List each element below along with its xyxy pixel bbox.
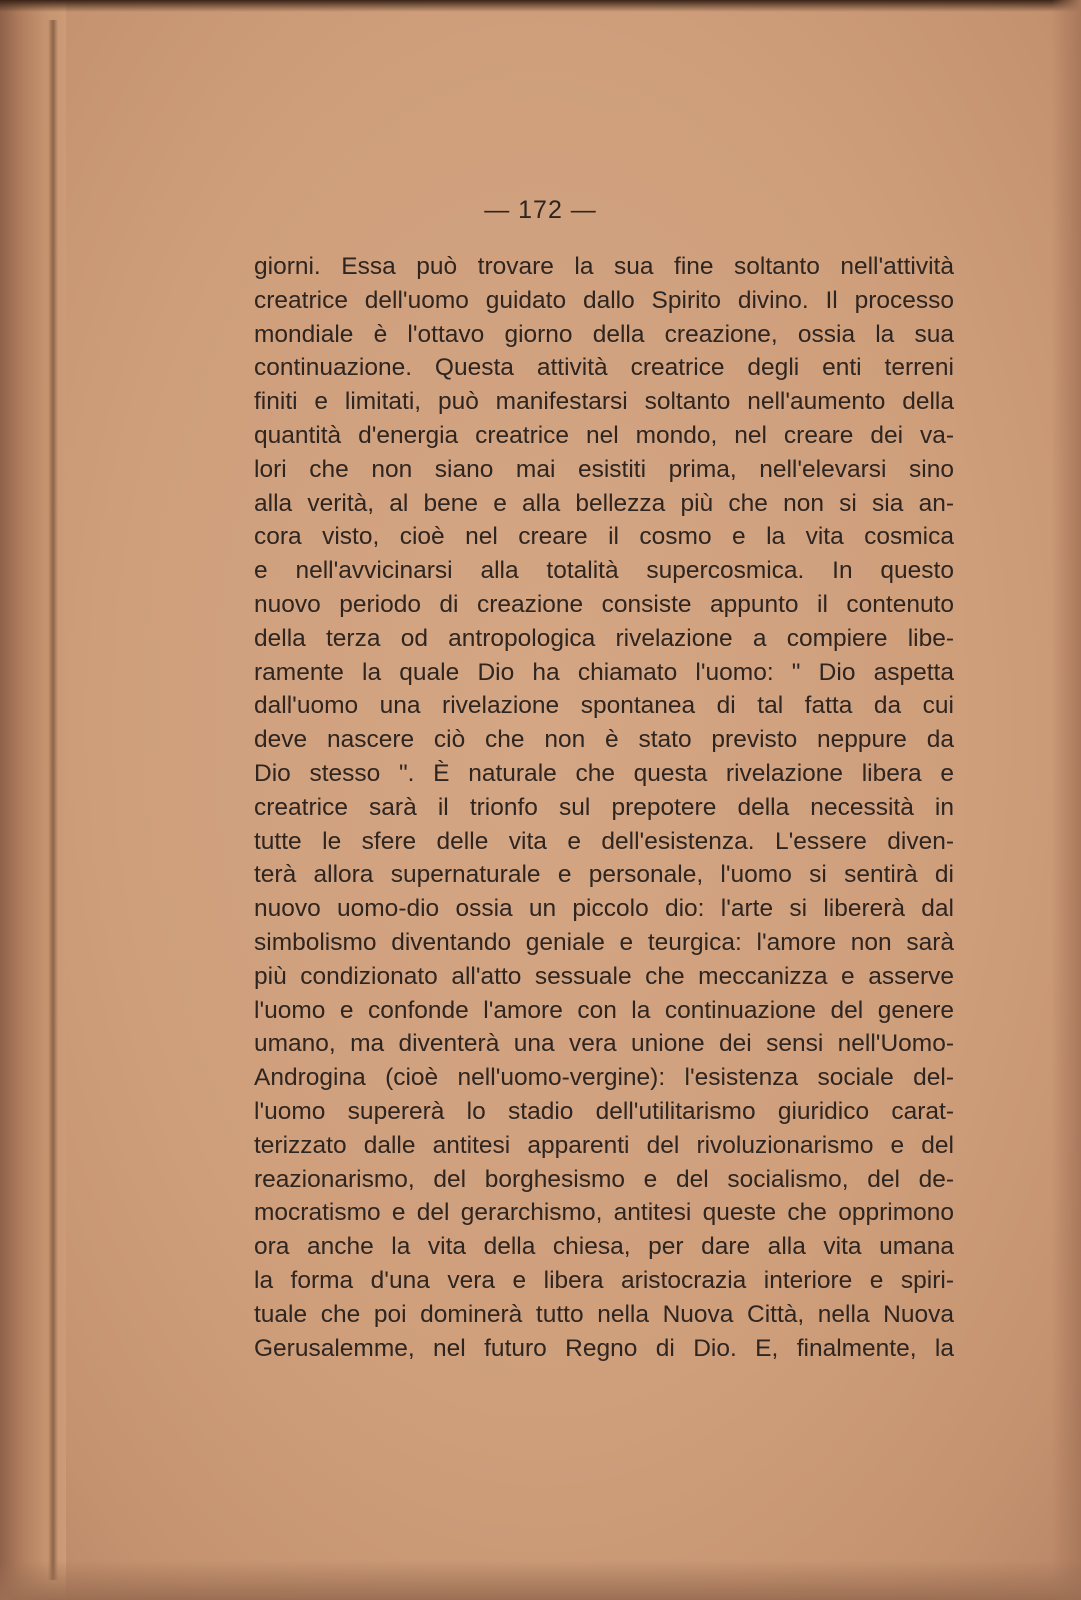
text-line: mondiale è l'ottavo giorno della creazione, ossia la sua (254, 320, 954, 348)
text-line: l'uomo supererà lo stadio dell'utilitarismo giuridico carat- (254, 1097, 954, 1125)
text-line: nuovo periodo di creazione consiste appunto il contenuto (254, 590, 954, 618)
page-right-edge (1051, 0, 1081, 1600)
text-line: terizzato dalle antitesi apparenti del rivoluzionarismo e del (254, 1131, 954, 1159)
text-line: creatrice sarà il trionfo sul prepotere della necessità in (254, 793, 954, 821)
text-line: e nell'avvicinarsi alla totalità supercosmica. In questo (254, 557, 954, 585)
body-text (254, 250, 954, 1365)
text-line: lori che non siano mai esistiti prima, nell'elevarsi sino (254, 455, 954, 483)
text-line: umano, ma diventerà una vera unione dei sensi nell'Uomo- (254, 1030, 954, 1058)
text-line: tuale che poi dominerà tutto nella Nuova Città, nella Nuova (254, 1300, 954, 1328)
page-bottom-edge (0, 1560, 1081, 1600)
text-line: dall'uomo una rivelazione spontanea di tal fatta da cui (254, 692, 954, 720)
text-line: Gerusalemme, nel futuro Regno di Dio. E, finalmente, la (254, 1334, 954, 1362)
text-line: della terza od antropologica rivelazione a compiere libe- (254, 624, 954, 652)
text-line: finiti e limitati, può manifestarsi soltanto nell'aumento della (254, 388, 954, 416)
text-line: Androgina (cioè nell'uomo-vergine): l'esistenza sociale del- (254, 1064, 954, 1092)
text-line: terà allora supernaturale e personale, l'uomo si sentirà di (254, 861, 954, 889)
spine-shadow (48, 20, 58, 1580)
text-line: più condizionato all'atto sessuale che meccanizza e asserve (254, 962, 954, 990)
text-line: reazionarismo, del borghesismo e del socialismo, del de- (254, 1165, 954, 1193)
text-line: giorni. Essa può trovare la sua fine soltanto nell'attività (254, 253, 954, 280)
text-line: cora visto, cioè nel creare il cosmo e la vita cosmica (254, 523, 954, 551)
text-line: nuovo uomo-dio ossia un piccolo dio: l'arte si libererà dal (254, 895, 954, 923)
text-line: deve nascere ciò che non è stato previsto neppure da (254, 726, 954, 754)
text-line: mocratismo e del gerarchismo, antitesi queste che opprimono (254, 1199, 954, 1227)
text-line: quantità d'energia creatrice nel mondo, nel creare dei va- (254, 421, 954, 449)
page-number: — 172 — (484, 196, 597, 224)
text-line: creatrice dell'uomo guidato dallo Spirito divino. Il processo (254, 286, 954, 314)
page-top-edge (0, 0, 1081, 12)
text-line: Dio stesso ". È naturale che questa rivelazione libera e (254, 759, 954, 787)
text-line: ramente la quale Dio ha chiamato l'uomo: " Dio aspetta (254, 658, 954, 686)
text-line: ora anche la vita della chiesa, per dare alla vita umana (254, 1233, 954, 1261)
text-line: continuazione. Questa attività creatrice degli enti terreni (254, 354, 954, 382)
text-line: simbolismo diventando geniale e teurgica: l'amore non sarà (254, 928, 954, 956)
text-line: alla verità, al bene e alla bellezza più che non si sia an- (254, 489, 954, 517)
text-line: l'uomo e confonde l'amore con la continuazione del genere (254, 996, 954, 1024)
text-line: la forma d'una vera e libera aristocrazia interiore e spiri- (254, 1266, 954, 1294)
text-line: tutte le sfere delle vita e dell'esistenza. L'essere diven- (254, 827, 954, 855)
